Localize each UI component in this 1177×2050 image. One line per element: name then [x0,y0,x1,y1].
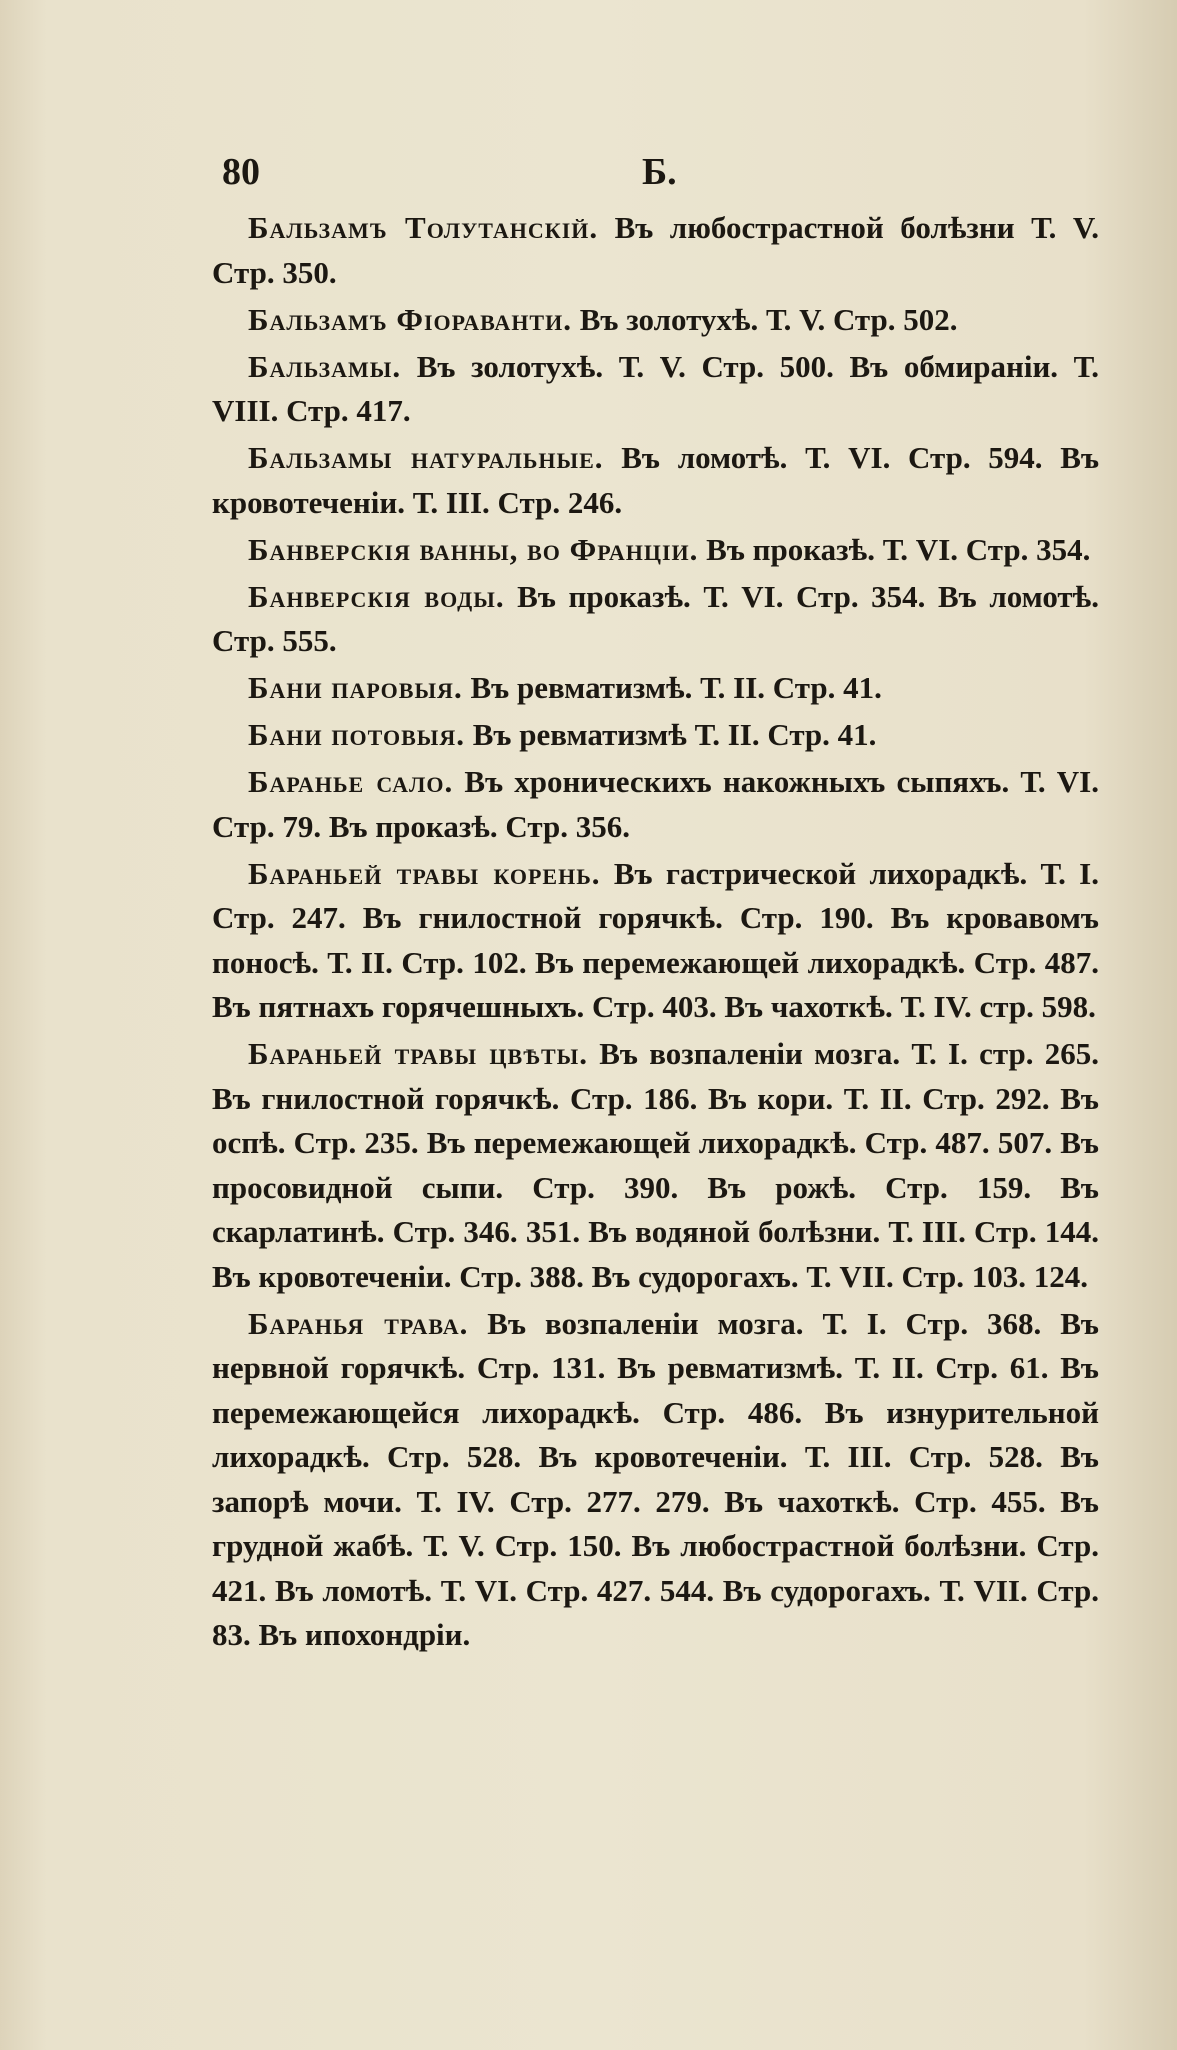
entry-term: Баранья трава. [248,1305,469,1341]
index-entry [212,206,1099,295]
entry-text: Въ ревматизмѣ Т. II. Стр. 41. [472,717,877,752]
entry-text: Въ проказѣ. Т. VI. Стр. 354. [706,531,1091,567]
index-entry [212,852,1099,1030]
entry-text: Въ любострастной болѣзни Т. V. Стр. 350. [212,210,1100,290]
entry-text: Въ ломотѣ. Т. VI. Стр. 594. Въ кровотеченіи. Т. III. Стр. 246. [212,440,1100,520]
page-header [222,150,1102,200]
entry-text: Въ хроническихъ накожныхъ сыпяхъ. Т. VI. Стр. 79. Въ проказѣ. Стр. 356. [212,764,1099,844]
index-entry [212,760,1099,849]
entry-term: Бараньей травы корень. [248,855,601,891]
index-entry [212,666,1099,711]
entry-term: Бальзамы. [248,348,402,384]
entry-term: Бальзамъ Толутанскій. [248,210,599,245]
index-entry [212,1302,1099,1658]
entry-text: Въ гастрической лихорадкѣ. Т. I. Стр. 247. Въ гнилостной горячкѣ. Стр. 190. Въ кровавомъ поносѣ. Т. II. Стр. 102. Въ перемежающей лихорадкѣ. Стр. 487. Въ пятнахъ горячешныхъ. Стр. 403. Въ чахоткѣ. Т. IV. стр. 598. [212,855,1100,1024]
index-entry [212,436,1099,525]
entry-term: Баранье сало. [248,764,454,799]
entry-text: Въ золотухѣ. Т. V. Стр. 502. [579,301,958,337]
index-entry [212,575,1099,664]
entry-text: Въ возпаленіи мозга. Т. I. Стр. 368. Въ нервной горячкѣ. Стр. 131. Въ ревматизмѣ. Т. II. Стр. 61. Въ перемежающейся лихорадкѣ. Стр. 486. Въ изнурительной лихорадкѣ. Стр. 528. Въ кровотеченіи. Т. III. Стр. 528. Въ запорѣ мочи. Т. IV. Стр. 277. 279. Въ чахоткѣ. Стр. 455. Въ грудной жабѣ. Т. V. Стр. 150. Въ любострастной болѣзни. Стр. 421. Въ ломотѣ. Т. VI. Стр. 427. 544. Въ судорогахъ. Т. VII. Стр. 83. Въ ипохондріи. [212,1305,1100,1652]
page-number: 80 [222,151,260,193]
index-entry [212,298,1099,343]
entry-text: Въ золотухѣ. Т. V. Стр. 500. Въ обмираніи. Т. VIII. Стр. 417. [212,348,1099,428]
entry-term: Бальзамы натуральные. [248,440,604,475]
entry-text: Въ ревматизмѣ. Т. II. Стр. 41. [470,670,882,705]
entry-term: Бани потовыя. [248,717,465,752]
index-entry [212,528,1099,573]
entry-term: Банверскія воды. [248,578,505,614]
entry-text: Въ проказѣ. Т. VI. Стр. 354. Въ ломотѣ. Стр. 555. [212,578,1099,658]
index-entry [212,345,1099,434]
entry-term: Банверскія ванны, во Франціи. [248,531,699,567]
entry-term: Бараньей травы цвѣты. [248,1036,588,1071]
entry-term: Бальзамъ Фіораванти. [248,301,572,337]
entry-term: Бани паровыя. [248,670,463,705]
running-head: Б. [642,151,677,193]
index-entry [212,1032,1099,1299]
index-entries [212,206,1099,1660]
index-entry [212,713,1099,758]
entry-text: Въ возпаленіи мозга. Т. I. стр. 265. Въ гнилостной горячкѣ. Стр. 186. Въ кори. Т. II. Стр. 292. Въ оспѣ. Стр. 235. Въ перемежающей лихорадкѣ. Стр. 487. 507. Въ просовидной сыпи. Стр. 390. Въ рожѣ. Стр. 159. Въ скарлатинѣ. Стр. 346. 351. Въ водяной болѣзни. Т. III. Стр. 144. Въ кровотеченіи. Стр. 388. Въ судорогахъ. Т. VII. Стр. 103. 124. [212,1036,1099,1294]
